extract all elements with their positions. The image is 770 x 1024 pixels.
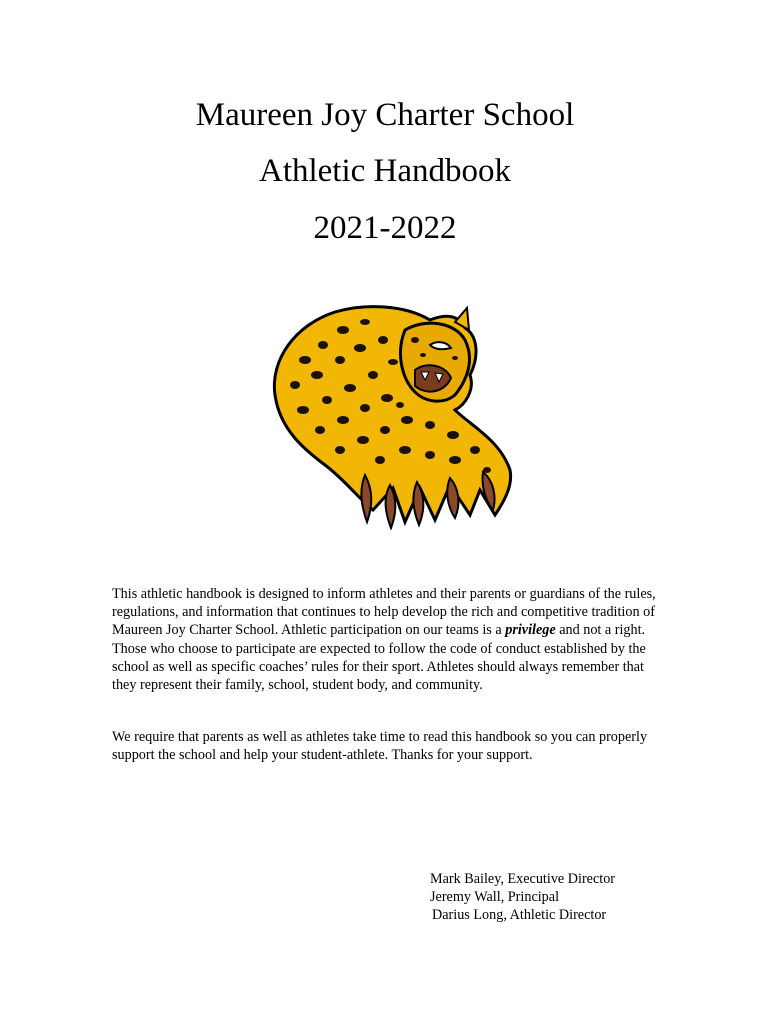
jaguar-icon [255,300,515,530]
signature-block [430,870,615,925]
signature-principal: Jeremy Wall, Principal [430,889,560,906]
handbook-title: Athletic Handbook [258,153,512,189]
privilege-emphasis: privilege [505,622,556,639]
signature-athletic-director: Darius Long, Athletic Director [432,907,607,924]
jaguar-mascot-logo [255,300,515,530]
intro-paragraph [112,585,662,694]
school-name-title: Maureen Joy Charter School [195,97,575,133]
school-year-title: 2021-2022 [313,210,457,246]
intro-text-part2: and not a right. Those who choose to participate are expected to follow the code of conduct established by the school as well as specific coaches’ rules for their sport. Athletes should always remember that they represent their family, school, student body, and community. [112,622,646,694]
signature-executive-director: Mark Bailey, Executive Director [430,871,616,887]
requirement-paragraph: We require that parents as well as athletes take time to read this handbook so you can properly support the school and help your student-athlete. Thanks for your support. [112,729,648,764]
intro-text-part1: This athletic handbook is designed to inform athletes and their parents or guardians of the rules, regulations, and information that continues to help develop the rich and competitive tradition of Maureen Joy Charter School. Athletic participation on our teams is a [112,586,656,639]
